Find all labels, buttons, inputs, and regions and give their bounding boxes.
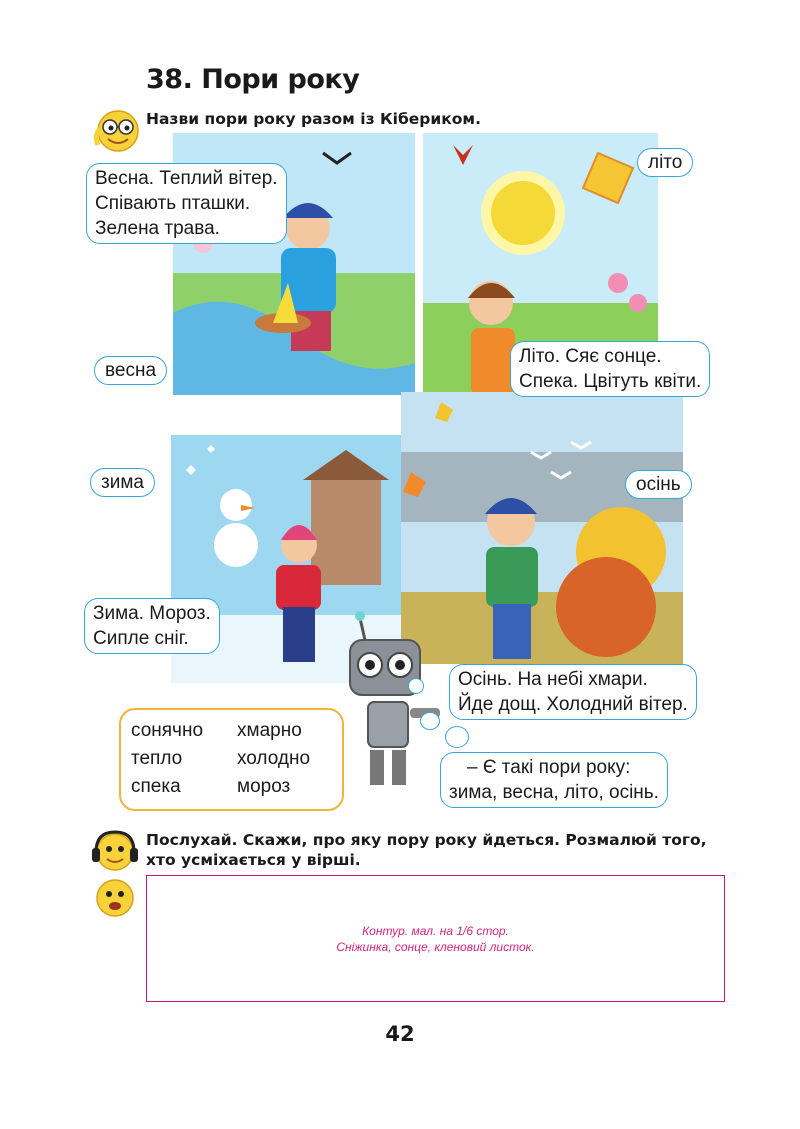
label-winter: зима — [90, 468, 155, 497]
robot-kiberyk — [340, 610, 450, 795]
word-item: тепло — [131, 748, 183, 769]
bubble-line: Спека. Цвітуть квіти. — [519, 371, 702, 392]
listening-smiley-icon — [90, 828, 140, 874]
word-item: сонячно — [131, 720, 204, 741]
instruction-2-line-2: хто усміхається у вірші. — [146, 851, 361, 869]
bubble-line: Осінь. На небі хмари. — [458, 669, 648, 690]
thinking-smiley-icon — [90, 105, 146, 155]
bubble-line: Йде дощ. Холодний вітер. — [458, 694, 688, 715]
thought-dot — [420, 712, 440, 730]
summer-speech-bubble — [510, 341, 710, 397]
label-autumn: осінь — [625, 470, 692, 499]
word-item: мороз — [237, 776, 291, 797]
spring-speech-bubble — [86, 163, 287, 244]
drawing-frame — [146, 875, 725, 1002]
word-item: хмарно — [237, 720, 302, 741]
word-item: холодно — [237, 748, 311, 769]
page-number: 42 — [385, 1022, 415, 1046]
winter-speech-bubble — [84, 598, 220, 654]
bubble-line: Сипле сніг. — [93, 628, 189, 649]
bubble-line: Літо. Сяє сонце. — [519, 346, 662, 367]
frame-note-line-2: Сніжинка, сонце, кленовий листок. — [336, 940, 535, 954]
bubble-line: Співають пташки. — [95, 193, 251, 214]
instruction-2 — [146, 830, 707, 870]
autumn-speech-bubble — [449, 664, 697, 720]
bubble-line: Зима. Мороз. — [93, 603, 211, 624]
bubble-line: Зелена трава. — [95, 218, 220, 239]
instruction-1: Назви пори року разом із Кібериком. — [146, 110, 481, 128]
bubble-line: – Є такі пори року: — [467, 757, 631, 778]
word-box — [119, 708, 344, 811]
bubble-line: Весна. Теплий вітер. — [95, 168, 278, 189]
thought-dot — [408, 678, 424, 694]
instruction-2-line-1: Послухай. Скажи, про яку пору року йдеться. Розмалюй того, — [146, 831, 707, 849]
label-spring: весна — [94, 356, 167, 385]
speaking-smiley-icon — [92, 876, 138, 920]
label-summer: літо — [637, 148, 693, 177]
bubble-line: зима, весна, літо, осінь. — [449, 782, 659, 803]
thought-dot — [445, 726, 469, 748]
page-title: 38. Пори року — [146, 64, 360, 95]
robot-speech-bubble — [440, 752, 668, 808]
word-item: спека — [131, 776, 181, 797]
frame-note-line-1: Контур. мал. на 1/6 стор. — [362, 924, 509, 938]
